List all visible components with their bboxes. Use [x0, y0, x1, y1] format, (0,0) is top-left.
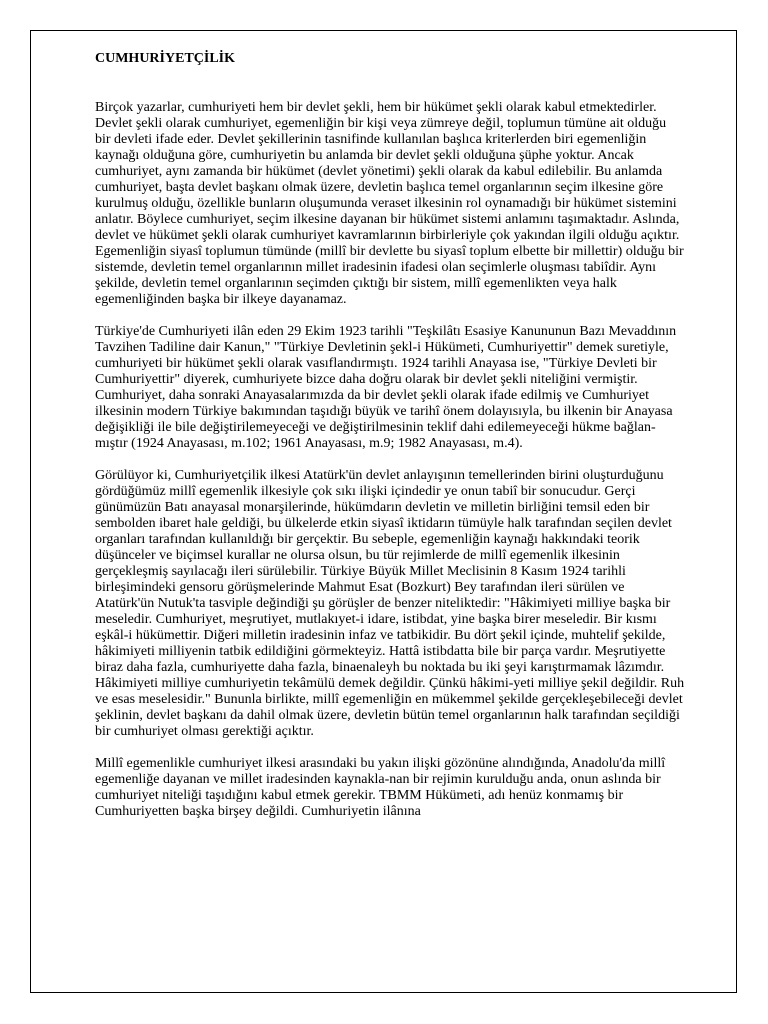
- document-title: CUMHURİYETÇİLİK: [95, 51, 236, 66]
- paragraph-3: Görülüyor ki, Cumhuriyetçilik ilkesi Atatürk'ün devlet anlayışının temellerinden birini oluşturduğunu gördüğümüz millî egemenlik ilkesiyle çok sıkı ilişki içindedir ye onun tabiî bir sonucudur. Gerçi günümüzün Batı anayasal monarşilerinde, hükümdarın devletin ve milletin birliğini temsil eden bir sembolden ibaret hale geldiği, bu ülkelerde etkin siyasî iktidarın tümüyle halk tarafından seçilen devlet organları tarafından kullanıldığı bir gerçektir. Bu sebeple, egemenliğin kaynağı hakkındaki teorik düşünceler ve biçimsel kurallar ne olursa olsun, bu tür rejimlerde de millî egemenlik ilkesinin gerçekleşmiş sayılacağı ileri sürülebilir. Türkiye Büyük Millet Meclisinin 8 Kasım 1924 tarihli birleşimindeki gensoru görüşmelerinde Mahmut Esat (Bozkurt) Bey tarafından ileri sürülen ve Atatürk'ün Nutuk'ta tasviple değindiği şu görüşler de benzer niteliktedir: "Hâkimiyeti milliye başka bir meseledir. Cumhuriyet, meşrutiyet, mutlakıyet-i idare, istibdat, yine başka birer meseledir. Bir kısmı eşkâl-i hükümettir. Diğeri milletin iradesinin infaz ve tatbikidir. Bu dört şekil içinde, muhtelif şekilde, hâkimiyeti milliyenin tatbik edildiğini görmekteyiz. Hattâ istibdatta bile bir parça vardır. Meşrutiyette biraz daha fazla, cumhuriyette daha fazla, binaenaleyh bu noktada bu iki şeyi karıştırmamak lâzımdır. Hâkimiyeti milliye cumhuriyetin tekâmülü demek değildir. Çünkü hâkimi-yeti milliye şekil değildir. Ruh ve esas meselesidir." Bununla birlikte, millî egemenliğin en mükemmel şekilde gerçekleşebileceği devlet şeklinin, devlet başkanı da dahil olmak üzere, devletin bütün temel organlarının halk tarafından seçildiği bir cumhuriyet olması gerektiği açıktır.: [95, 468, 685, 739]
- paragraph-2: Türkiye'de Cumhuriyeti ilân eden 29 Ekim 1923 tarihli "Teşkilâtı Esasiye Kanununun Bazı Mevaddının Tavzihen Tadiline dair Kanun," "Türkiye Devletinin şekl-i Hükümeti, Cumhuriyettir" demek suretiyle, cumhuriyeti bir hükümet şekli olarak vasıflandırmıştı. 1924 tarihli Anayasa ise, "Türkiye Devleti bir Cumhuriyettir" diyerek, cumhuriyete bizce daha doğru olarak bir devlet şekli niteliğini vermiştir. Cumhuriyet, daha sonraki Anayasalarımızda da bir devlet şekli olarak ifade edilmiş ve Cumhuriyet ilkesinin modern Türkiye bakımından taşıdığı büyük ve tarihî önem dolayısıyla, bu ilkenin bir Anayasa değişikliği ile bile değiştirilemeyeceği ve değiştirilmesinin teklif dahi edilemeyeceği hükme bağlan-mıştır (1924 Anayasası, m.102; 1961 Anayasası, m.9; 1982 Anayasası, m.4).: [95, 324, 677, 451]
- document-body: [95, 51, 685, 836]
- paragraph-4: Millî egemenlikle cumhuriyet ilkesi arasındaki bu yakın ilişki gözönüne alındığında, Anadolu'da millî egemenliğe dayanan ve millet iradesinden kaynakla-nan bir rejimin kurulduğu anda, onun aslında bir cumhuriyet niteliği taşıdığını kabul etmek gerekir. TBMM Hükümeti, adı henüz konmamış bir Cumhuriyetten başka birşey değildi. Cumhuriyetin ilânına: [95, 756, 666, 819]
- document-page: [30, 30, 737, 993]
- paragraph-1: Birçok yazarlar, cumhuriyeti hem bir devlet şekli, hem bir hükümet şekli olarak kabul etmektedirler. Devlet şekli olarak cumhuriyet, egemenliğin bir kişi veya zümreye değil, toplumun tümüne ait olduğu bir devleti ifade eder. Devlet şekillerinin tasnifinde kullanılan başlıca kriterlerden biri egemenliğin kaynağı olduğuna göre, cumhuriyetin bu anlamda bir devlet şekli olduğuna şüphe yoktur. Ancak cumhuriyet, aynı zamanda bir hükümet (devlet yönetimi) şekli olarak da kabul edilebilir. Bu anlamda cumhuriyet, başta devlet başkanı olmak üzere, devletin başlıca temel organlarının seçim ilkesine göre kurulmuş olduğu, özellikle bunların oluşumunda veraset ilkesinin rol oynamadığı bir hükümet sistemini anlatır. Böylece cumhuriyet, seçim ilkesine dayanan bir hükümet sistemi anlamını taşımaktadır. Aslında, devlet ve hükümet şekli olarak cumhuriyet kavramlarının birbirleriyle çok yakından ilgili olduğu açıktır. Egemenliğin siyasî toplumun tümünde (millî bir devlette bu siyasî toplum elbette bir millettir) olduğu bir sistemde, devletin temel organlarının millet iradesinin ifadesi olan seçimlerle oluşması tabiîdir. Aynı şekilde, devletin temel organlarının seçimden çıktığı bir sistem, millî egemenlikten veya halk egemenliğinden başka bir ilkeye dayanamaz.: [95, 100, 684, 307]
